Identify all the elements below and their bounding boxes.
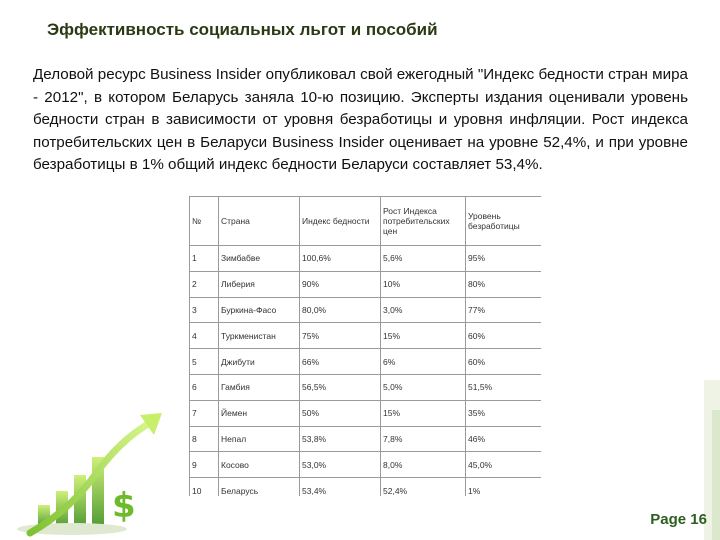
cell-cpi-growth: 5,0% (381, 374, 466, 400)
cell-cpi-growth: 52,4% (381, 478, 466, 496)
cell-cpi-growth: 6% (381, 349, 466, 375)
cell-number: 8 (190, 426, 219, 452)
cell-poverty-index: 100,6% (300, 246, 381, 272)
header-country: Страна (219, 197, 300, 246)
cell-cpi-growth: 3,0% (381, 297, 466, 323)
cell-country: Туркменистан (219, 323, 300, 349)
cell-cpi-growth: 10% (381, 271, 466, 297)
cell-number: 3 (190, 297, 219, 323)
growth-bar-chart-icon (17, 457, 127, 535)
header-poverty-index: Индекс бедности (300, 197, 381, 246)
cell-country: Либерия (219, 271, 300, 297)
table-row (190, 374, 542, 400)
cell-poverty-index: 90% (300, 271, 381, 297)
poverty-index-table (189, 196, 541, 496)
cell-number: 4 (190, 323, 219, 349)
svg-text:$: $ (112, 486, 136, 526)
cell-number: 2 (190, 271, 219, 297)
table-row (190, 452, 542, 478)
cell-unemployment: 51,5% (466, 374, 542, 400)
cell-country: Зимбабве (219, 246, 300, 272)
cell-unemployment: 60% (466, 323, 542, 349)
table-row (190, 349, 542, 375)
cell-country: Непал (219, 426, 300, 452)
cell-poverty-index: 53,0% (300, 452, 381, 478)
table-header-row (190, 197, 542, 246)
cell-unemployment: 1% (466, 478, 542, 496)
cell-cpi-growth: 7,8% (381, 426, 466, 452)
cell-poverty-index: 53,8% (300, 426, 381, 452)
table-row (190, 400, 542, 426)
cell-poverty-index: 53,4% (300, 478, 381, 496)
cell-country: Джибути (219, 349, 300, 375)
cell-poverty-index: 56,5% (300, 374, 381, 400)
header-number: № (190, 197, 219, 246)
header-unemployment: Уровень безработицы (466, 197, 542, 246)
poverty-index-table-image (189, 196, 541, 496)
cell-unemployment: 35% (466, 400, 542, 426)
cell-cpi-growth: 15% (381, 323, 466, 349)
cell-poverty-index: 50% (300, 400, 381, 426)
cell-number: 9 (190, 452, 219, 478)
page-number-label: Page 16 (650, 511, 707, 528)
cell-poverty-index: 75% (300, 323, 381, 349)
cell-unemployment: 95% (466, 246, 542, 272)
cell-unemployment: 60% (466, 349, 542, 375)
cell-poverty-index: 80,0% (300, 297, 381, 323)
slide-title: Эффективность социальных льгот и пособий (47, 20, 438, 39)
cell-poverty-index: 66% (300, 349, 381, 375)
dollar-sign-icon (112, 486, 136, 526)
table-row (190, 246, 542, 272)
cell-number: 6 (190, 374, 219, 400)
header-cpi-growth: Рост Индекса потребительских цен (381, 197, 466, 246)
cell-number: 1 (190, 246, 219, 272)
table-row (190, 426, 542, 452)
table-row (190, 297, 542, 323)
cell-country: Беларусь (219, 478, 300, 496)
cell-number: 7 (190, 400, 219, 426)
cell-cpi-growth: 15% (381, 400, 466, 426)
cell-unemployment: 77% (466, 297, 542, 323)
cell-country: Гамбия (219, 374, 300, 400)
cell-cpi-growth: 8,0% (381, 452, 466, 478)
table-row (190, 271, 542, 297)
cell-country: Йемен (219, 400, 300, 426)
cell-cpi-growth: 5,6% (381, 246, 466, 272)
growth-chart-decoration (0, 405, 185, 540)
table-row (190, 478, 542, 496)
cell-country: Косово (219, 452, 300, 478)
table-row (190, 323, 542, 349)
cell-country: Буркина-Фасо (219, 297, 300, 323)
cell-number: 10 (190, 478, 219, 496)
cell-unemployment: 45,0% (466, 452, 542, 478)
body-paragraph: Деловой ресурс Business Insider опубликовал свой ежегодный "Индекс бедности стран мира - 2012", в котором Беларусь заняла 10-ю позицию. Эксперты издания оценивали уровень бедности стран в зависимости от уровня безработицы и уровня инфляции. Рост индекса потребительских цен в Беларуси Business Insider оценивает на уровне 52,4%, и при уровне безработицы в 1% общий индекс бедности Беларуси составляет 53,4%. (33, 66, 688, 174)
cell-number: 5 (190, 349, 219, 375)
cell-unemployment: 46% (466, 426, 542, 452)
cell-unemployment: 80% (466, 271, 542, 297)
